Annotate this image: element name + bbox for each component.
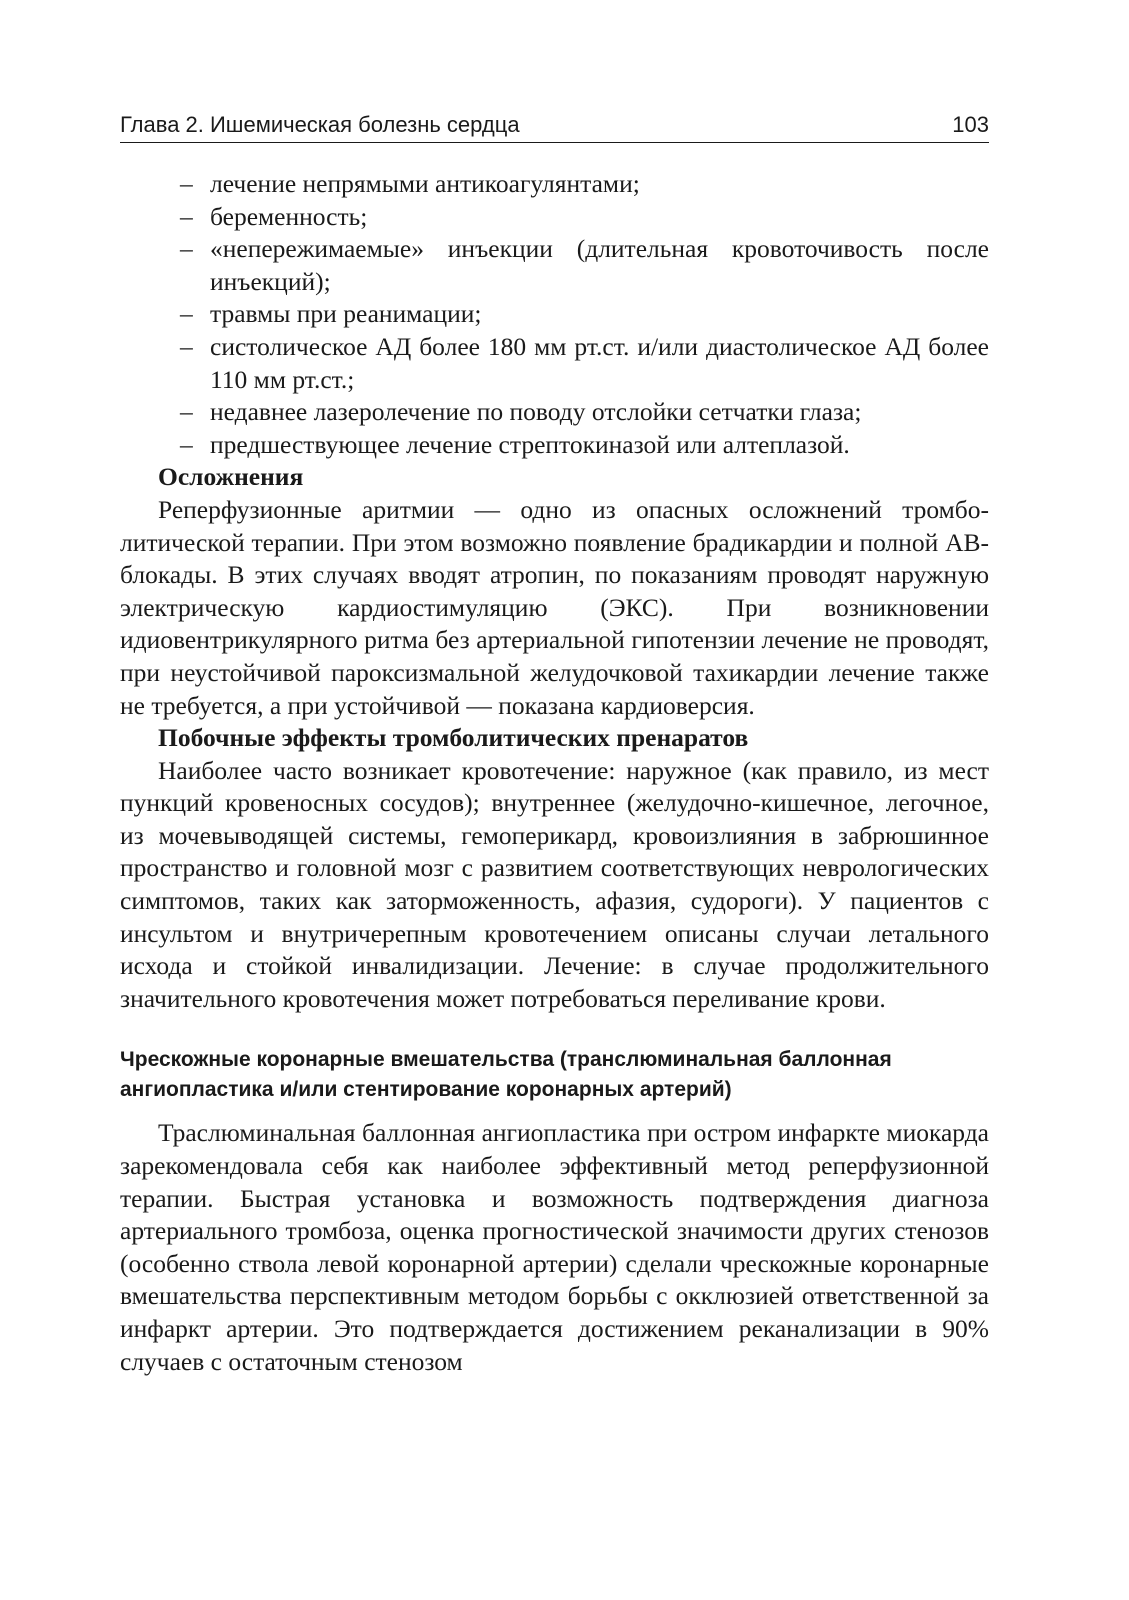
list-item: – предшествующее лечение стрептокиназой или алтеплазой.: [120, 429, 989, 462]
page-number: 103: [952, 112, 989, 137]
running-header: [120, 108, 989, 143]
list-item: – беременность;: [120, 201, 989, 234]
page-content: [120, 168, 989, 1378]
side-effects-heading: Побочные эффекты тромболитических пренаратов: [158, 723, 749, 753]
complications-paragraph: Реперфузионные аритмии — одно из опасных осложнений тромболитической терапии. При этом возможно появление брадикардии и полной АВ-блокады. В этих случаях вводят атропин, по показаниям проводят наружную электрическую кардиостимуляцию (ЭКС). При возникновении идиовентрикулярного ритма без артериальной гипотензии лечение не проводят, при неустойчивой пароксизмальной желудочковой тахикардии лечение также не требуется, а при устойчивой — показана кардиоверсия.: [120, 494, 989, 720]
list-item: – «непережимаемые» инъекции (длительная кровоточивость после инъекций);: [180, 234, 989, 296]
dash-marker: –: [180, 429, 193, 459]
list-item: – лечение непрямыми антикоагулянтами;: [120, 168, 989, 201]
dash-marker: –: [180, 201, 193, 231]
list-item: – систолическое АД более 180 мм рт.ст. и/или диастолическое АД более 110 мм рт.ст.;: [180, 331, 989, 394]
dash-marker: –: [180, 169, 193, 198]
dash-marker: –: [180, 331, 193, 361]
list-item: – травмы при реанимации;: [120, 298, 989, 331]
complications-heading: Осложнения: [158, 462, 304, 492]
side-effects-paragraph: Наиболее часто возникает кровотечение: наружное (как правило, из мест пункций кровеносных сосудов); внутреннее (желудочно-кишечное, легочное, из мочевыводящей системы, гемоперикард, кровоизлияния в забрюшинное пространство и головной мозг с развитием соответствующих неврологических симптомов, таких как заторможенность, афазия, судороги). У пациентов с инсультом и внутричерепным кровотечением описаны случаи летального исхода и стойкой инвалидизации. Лечение: в случае продолжительного значительного кровотечения может потребоваться переливание крови.: [120, 755, 989, 1013]
chapter-title: Глава 2. Ишемическая болезнь сердца: [120, 112, 520, 137]
list-item: – недавнее лазеролечение по поводу отслойки сетчатки глаза;: [120, 396, 989, 429]
dash-marker: –: [180, 234, 193, 264]
pci-paragraph: Траслюминальная баллонная ангиопластика при остром инфаркте миокарда зарекомендовала себя как наиболее эффективный метод реперфузионной терапии. Быстрая установка и возможность подтверждения диагноза артериального тромбоза, оценка прогностической значимости других стенозов (особенно ствола левой коронарной артерии) сделали чрескожные коронарные вмешательства перспективным методом борьбы с окклюзией ответственной за инфаркт артерии. Это подтверждается достижением реканализации в 90% случаев с остаточным стенозом: [120, 1118, 989, 1376]
dash-marker: –: [180, 299, 193, 329]
contraindications-list: [120, 168, 989, 461]
dash-marker: –: [180, 397, 193, 427]
pci-section-heading: Чрескожные коронарные вмешательства (транслюминальная баллонная ангиопластика и/или стентирование коронарных артерий): [120, 1048, 892, 1102]
